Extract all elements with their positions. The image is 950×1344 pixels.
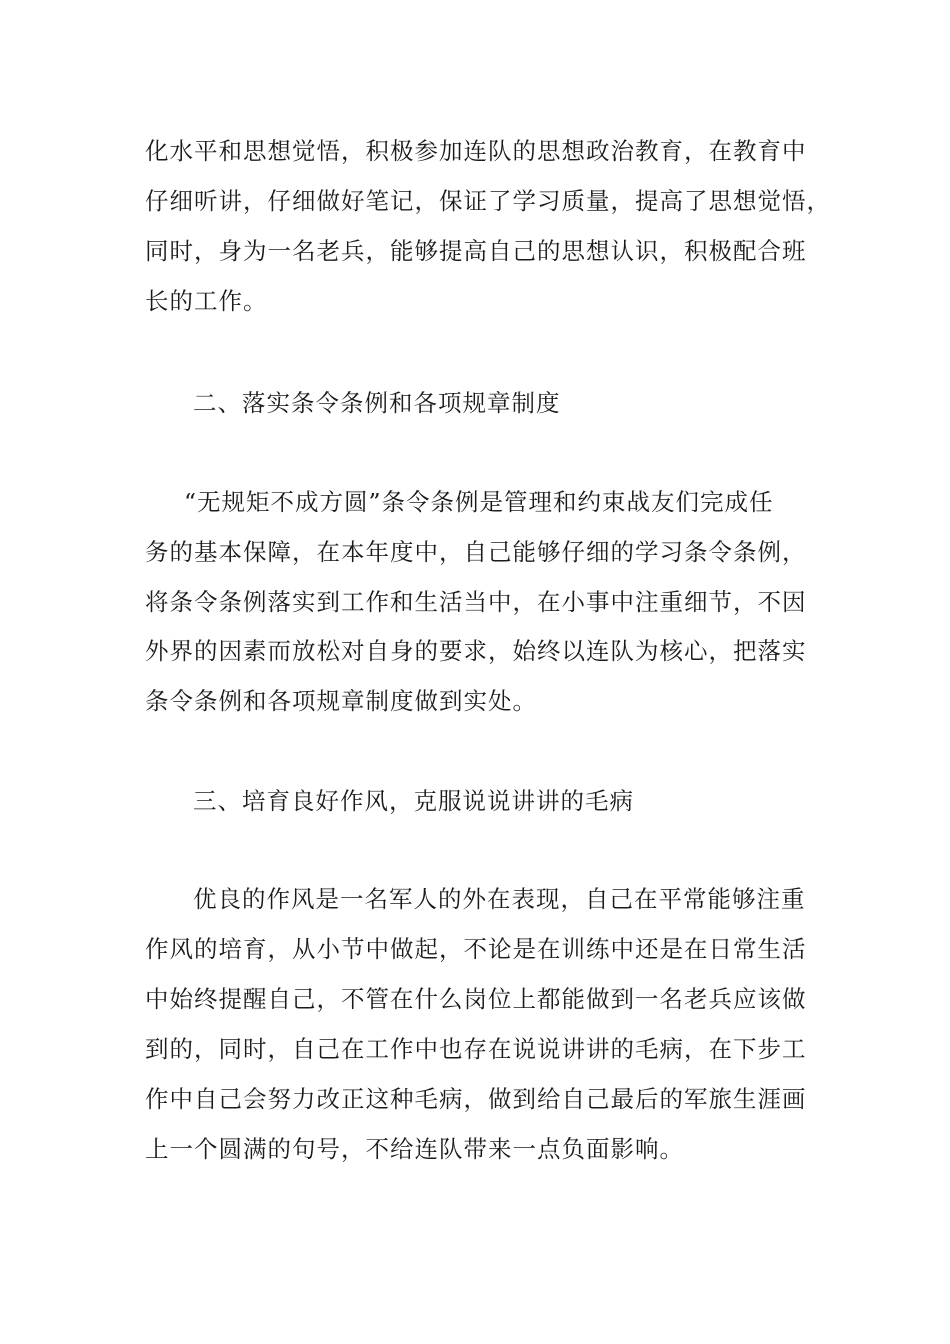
paragraph-line: 上一个圆满的句号，不给连队带来一点负面影响。 xyxy=(145,1135,684,1163)
paragraph-line: 化水平和思想觉悟，积极参加连队的思想政治教育，在教育中 xyxy=(145,137,807,165)
paragraph-line: 作中自己会努力改正这种毛病，做到给自己最后的军旅生涯画 xyxy=(145,1085,807,1113)
paragraph-line: 优良的作风是一名军人的外在表现，自己在平常能够注重 xyxy=(193,885,806,913)
section-heading-2: 二、落实条令条例和各项规章制度 xyxy=(193,389,561,417)
paragraph-line: 中始终提醒自己，不管在什么岗位上都能做到一名老兵应该做 xyxy=(145,985,807,1013)
paragraph-line: 长的工作。 xyxy=(145,287,268,315)
paragraph-line: 外界的因素而放松对自身的要求，始终以连队为核心，把落实 xyxy=(145,637,807,665)
paragraph-line: 仔细听讲，仔细做好笔记，保证了学习质量，提高了思想觉悟， xyxy=(145,187,831,215)
section-heading-3: 三、培育良好作风，克服说说讲讲的毛病 xyxy=(193,787,634,815)
paragraph-line: 将条令条例落实到工作和生活当中，在小事中注重细节，不因 xyxy=(145,588,807,616)
paragraph-line: “无规矩不成方圆”条令条例是管理和约束战友们完成任 xyxy=(184,488,774,516)
paragraph-line: 作风的培育，从小节中做起，不论是在训练中还是在日常生活 xyxy=(145,935,807,963)
paragraph-line: 务的基本保障，在本年度中，自己能够仔细的学习条令条例， xyxy=(145,538,807,566)
paragraph-line: 条令条例和各项规章制度做到实处。 xyxy=(145,687,537,715)
paragraph-line: 同时，身为一名老兵，能够提高自己的思想认识，积极配合班 xyxy=(145,237,807,265)
paragraph-line: 到的，同时，自己在工作中也存在说说讲讲的毛病，在下步工 xyxy=(145,1035,807,1063)
